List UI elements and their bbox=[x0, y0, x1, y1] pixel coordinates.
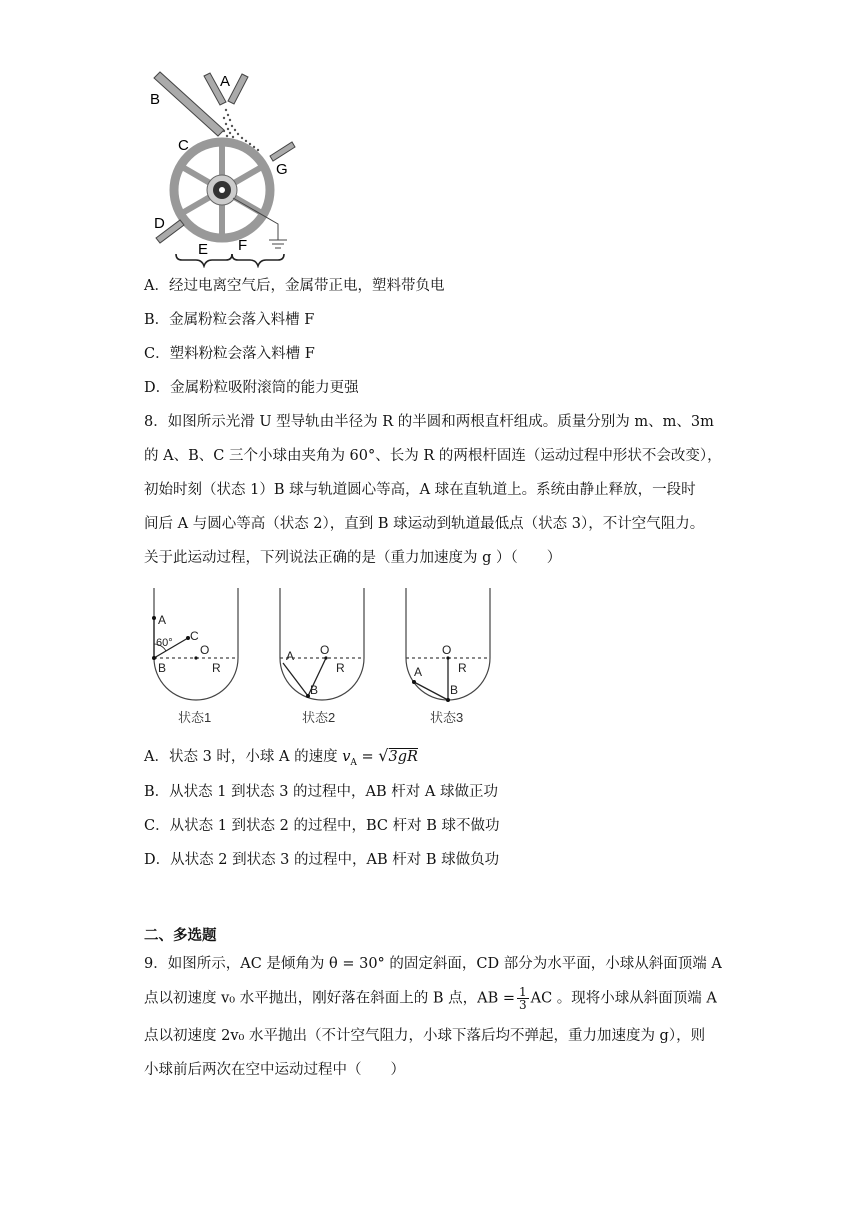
label-g: G bbox=[276, 161, 288, 178]
s2-label-b: B bbox=[310, 683, 319, 697]
fraction-den: 3 bbox=[518, 998, 527, 1012]
q9-line-2 bbox=[144, 986, 717, 1011]
s1-label-a: A bbox=[158, 613, 167, 627]
separator-figure bbox=[140, 68, 310, 268]
u-track-figure bbox=[140, 584, 500, 728]
formula-eq: = bbox=[356, 749, 379, 765]
section-heading: 二、多选题 bbox=[144, 928, 217, 944]
roller-drum bbox=[174, 142, 270, 238]
q7-option-c: C．塑料粉粒会落入料槽 F bbox=[144, 346, 315, 362]
s1-label-o: O bbox=[200, 643, 210, 657]
q7-option-d: D．金属粉粒吸附滚筒的能力更强 bbox=[144, 380, 359, 396]
formula-sub: A bbox=[350, 757, 357, 768]
q8-option-d: D．从状态 2 到状态 3 的过程中，AB 杆对 B 球做负功 bbox=[144, 852, 500, 868]
fraction-num: 1 bbox=[518, 985, 527, 999]
s1-label-c: C bbox=[190, 629, 199, 643]
q8-stem-line-5: 关于此运动过程，下列说法正确的是（重力加速度为 g ）（ ） bbox=[144, 550, 562, 566]
q7-option-a: A．经过电离空气后，金属带正电，塑料带负电 bbox=[144, 278, 445, 294]
q8-stem-line-4: 间后 A 与圆心等高（状态 2），直到 B 球运动到轨道最低点（状态 3），不计空气阻力。 bbox=[144, 516, 705, 532]
label-c: C bbox=[178, 137, 189, 154]
s1-label-b: B bbox=[158, 661, 167, 675]
plate-g bbox=[270, 142, 295, 161]
q9-line-2b: AC 。现将小球从斜面顶端 A bbox=[530, 990, 717, 1007]
s1-angle: 60° bbox=[156, 637, 173, 649]
s2-label-r: R bbox=[336, 661, 345, 675]
caption-state1: 状态1 bbox=[178, 710, 212, 725]
fraction-one-third bbox=[517, 986, 529, 1011]
s1-label-r: R bbox=[212, 661, 221, 675]
q9-line-4: 小球前后两次在空中运动过程中（ ） bbox=[144, 1062, 405, 1078]
sqrt-sign: √ bbox=[378, 746, 389, 765]
q8-option-c: C．从状态 1 到状态 2 的过程中，BC 杆对 B 球不做功 bbox=[144, 818, 500, 834]
q9-line-1: 9．如图所示，AC 是倾角为 θ = 30° 的固定斜面，CD 部分为水平面，小球从斜面顶端 A bbox=[144, 956, 722, 972]
s3-label-o: O bbox=[442, 643, 452, 657]
q8-stem-line-1: 8．如图所示光滑 U 型导轨由半径为 R 的半圆和两根直杆组成。质量分别为 m、m、3m bbox=[144, 414, 714, 430]
q8-stem-line-3: 初始时刻（状态 1）B 球与轨道圆心等高，A 球在直轨道上。系统由静止释放，一段时 bbox=[144, 482, 696, 498]
formula-v: v bbox=[342, 749, 351, 765]
label-d: D bbox=[154, 215, 165, 232]
label-e: E bbox=[198, 241, 209, 258]
q9-line-3: 点以初速度 2v₀ 水平抛出（不计空气阻力，小球下落后均不弹起，重力加速度为 g），则 bbox=[144, 1028, 706, 1044]
s2-label-a: A bbox=[286, 649, 295, 663]
q8-stem-line-2: 的 A、B、C 三个小球由夹角为 60°、长为 R 的两根杆固连（运动过程中形状不会改变）， bbox=[144, 448, 722, 464]
q8-option-a bbox=[144, 746, 418, 773]
s3-label-r: R bbox=[458, 661, 467, 675]
s3-label-a: A bbox=[414, 665, 423, 679]
caption-state3: 状态3 bbox=[430, 710, 464, 725]
s2-label-o: O bbox=[320, 643, 330, 657]
q8-option-a-text: A．状态 3 时，小球 A 的速度 bbox=[144, 749, 343, 765]
formula-root: 3gR bbox=[388, 749, 418, 765]
q7-option-b: B．金属粉粒会落入料槽 F bbox=[144, 312, 315, 328]
q8-option-b: B．从状态 1 到状态 3 的过程中，AB 杆对 A 球做正功 bbox=[144, 784, 498, 800]
caption-state2: 状态2 bbox=[302, 710, 336, 725]
label-a: A bbox=[220, 73, 231, 90]
label-b: B bbox=[150, 91, 161, 108]
q9-line-2a: 点以初速度 v₀ 水平抛出，刚好落在斜面上的 B 点，AB = bbox=[144, 990, 515, 1007]
label-f: F bbox=[238, 237, 248, 254]
s3-label-b: B bbox=[450, 683, 459, 697]
trough-braces bbox=[176, 254, 284, 266]
